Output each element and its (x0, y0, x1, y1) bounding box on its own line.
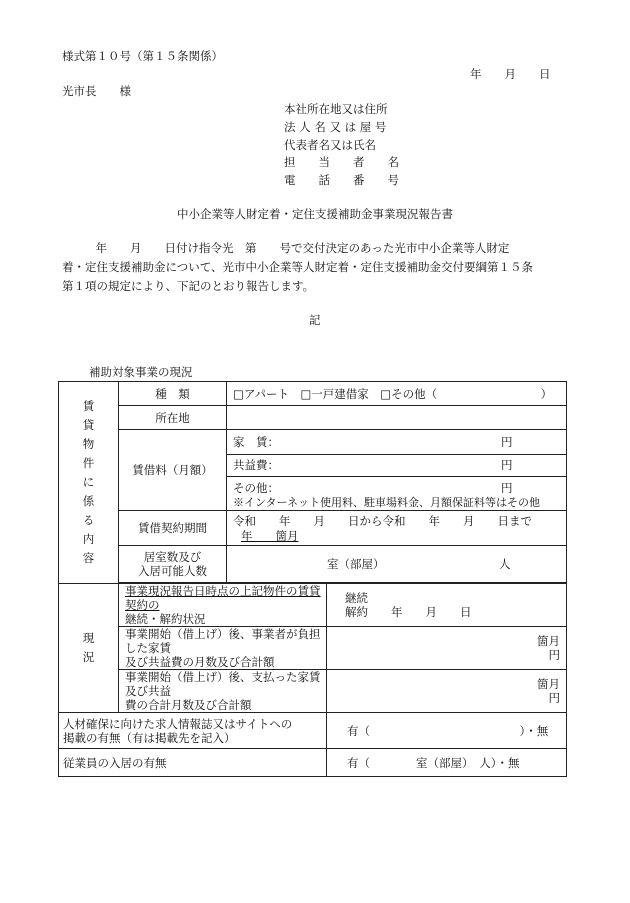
applicant-address-label: 本社所在地又は住所 (284, 102, 388, 116)
status-a3-months: 箇月 (537, 677, 561, 691)
status-q2-line1: 事業開始（借上げ）後、事業者が負担した家賃 (125, 627, 321, 655)
applicant-name-label: 法 人 名 又 は 屋 号 (284, 120, 387, 134)
status-a2-yen: 円 (548, 648, 561, 662)
group-status-label: 現況 (82, 631, 95, 664)
applicant-phone-label: 電 話 番 号 (284, 173, 399, 187)
type-options[interactable]: □アパート □一戸建借家 □その他（ ） (233, 386, 553, 401)
status-q3-cell (119, 670, 327, 713)
contract-duration: 年 箇月 (241, 529, 299, 543)
status-a2-cell[interactable] (327, 627, 567, 670)
recruit-label-line1: 人材確保に向けた求人情報誌又はサイトへの (63, 716, 293, 731)
group-property-label: 賃貸物件に係る内容 (82, 399, 95, 565)
employee-value-cell[interactable] (327, 749, 567, 777)
employee-label: 従業員の入居の有無 (63, 755, 167, 770)
addressee: 光市長 様 (62, 84, 131, 98)
rent-label: 賃借料（月額） (119, 430, 227, 511)
section-title: 補助対象事業の現況 (89, 365, 193, 379)
date-line: 年 月 日 (470, 67, 551, 81)
status-a3-yen: 円 (548, 691, 561, 705)
type-options-cell[interactable] (227, 382, 567, 406)
employee-label-cell (59, 749, 327, 777)
status-q1-line1: 事業現況報告日時点の上記物件の賃貸契約の (125, 584, 321, 612)
recruit-label-cell (59, 713, 327, 749)
rent-note: ※インターネット使用料、駐車場料金、月額保証料等はその他 (233, 496, 541, 509)
group-property-cell (59, 382, 119, 584)
rent-yachin-unit: 円 (501, 435, 513, 449)
document-title: 中小企業等人財定着・定住支援補助金事業現況報告書 (177, 207, 453, 221)
recruit-label-line2: 掲載の有無（有は掲載先を記入） (63, 730, 236, 745)
rent-detail-cell (227, 430, 567, 511)
status-q1-line2: 継続・解約状況 (125, 612, 206, 626)
status-a1-continue: 継続 (345, 591, 368, 605)
status-q2-cell (119, 627, 327, 670)
rooms-label-line1: 居室数及び (143, 550, 202, 564)
status-a1-cell[interactable] (327, 584, 567, 627)
rooms-unit: 室（部屋） (327, 557, 385, 571)
rent-kyoeki-unit: 円 (501, 458, 513, 472)
rooms-cell[interactable] (227, 546, 567, 583)
rent-yachin-label: 家 賃： (233, 435, 279, 449)
status-q3-line2: 費の合計月数及び合計額 (125, 698, 252, 712)
location-label: 所在地 (119, 406, 227, 430)
status-a2-months: 箇月 (537, 634, 561, 648)
rooms-label-line2: 入居可能人数 (138, 564, 207, 578)
status-q1-cell (119, 584, 327, 627)
contract-cell[interactable] (227, 511, 567, 546)
rent-other-label: その他： (233, 481, 279, 495)
status-a3-cell[interactable] (327, 670, 567, 713)
rooms-label-cell (119, 546, 227, 583)
body-line-3: 第１項の規定により、下記のとおり報告します。 (62, 279, 315, 293)
report-table (58, 381, 567, 777)
ki-mark: 記 (309, 313, 321, 327)
status-q3-line1: 事業開始（借上げ）後、支払った家賃及び共益 (125, 670, 321, 698)
contract-label: 賃借契約期間 (119, 511, 227, 546)
form-number: 様式第１０号（第１５条関係） (62, 49, 223, 63)
body-line-2: 着・定住支援補助金について、光市中小企業等人財定着・定住支援補助金交付要綱第１５条 (62, 260, 534, 274)
applicant-rep-label: 代表者名又は氏名 (284, 138, 376, 152)
status-q2-line2: 及び共益費の月数及び合計額 (125, 655, 275, 669)
rent-other-unit: 円 (501, 481, 513, 495)
status-a1-cancel: 解約 年 月 日 (345, 605, 472, 619)
persons-unit: 人 (499, 557, 511, 571)
employee-value[interactable]: 有（ 室（部屋） 人）・無 (347, 755, 520, 770)
group-status-cell (59, 584, 119, 713)
recruit-value-cell[interactable] (327, 713, 567, 749)
body-line-1: 年 月 日付け指令光 第 号で交付決定のあった光市中小企業等人財定 (84, 241, 510, 255)
location-input[interactable] (227, 406, 567, 430)
contract-period: 令和 年 月 日から令和 年 月 日まで (233, 514, 532, 528)
recruit-value[interactable]: 有（ ）・無 (347, 723, 549, 738)
type-label: 種 類 (119, 382, 227, 406)
applicant-staff-label: 担 当 者 名 (284, 155, 399, 169)
rent-kyoeki-label: 共益費： (233, 458, 279, 472)
